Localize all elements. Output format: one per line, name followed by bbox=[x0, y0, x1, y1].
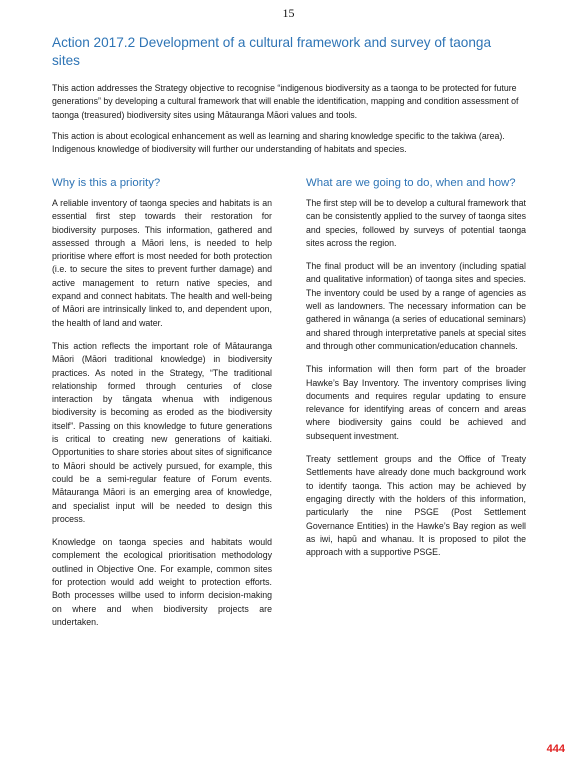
body-paragraph: The final product will be an inventory (including spatial and qualitative information) of taonga sites and species. The inventory could be used by a range of agencies as well as landowners. The necessary information can be gathered in wānanga (a series of educational seminars) and shared through interpretative panels at special sites and through other communication/education channels. bbox=[306, 261, 526, 351]
left-column bbox=[52, 176, 272, 639]
section-heading-why: Why is this a priority? bbox=[52, 177, 161, 189]
section-heading-what: What are we going to do, when and how? bbox=[306, 177, 516, 189]
right-column bbox=[306, 176, 526, 569]
body-paragraph: Knowledge on taonga species and habitats would complement the ecological prioritisation methodology outlined in Objective One. For example, common sites for protection would add weight to protection efforts. Both processes willbe used to inform decision-making on where and when biodiversity projects are undertaken. bbox=[52, 537, 272, 627]
intro-paragraph: This action addresses the Strategy objective to recognise “indigenous biodiversity as a taonga to be protected for future generations” by developing a cultural framework that will enable the identification, mapping and condition assessment of taonga (treasured) biodiversity sites using Mātauranga Māori values and tools. bbox=[52, 83, 519, 120]
page-title: Action 2017.2 Development of a cultural framework and survey of taonga sites bbox=[52, 35, 492, 68]
body-paragraph: A reliable inventory of taonga species and habitats is an essential first step towards their restoration for biodiversity purposes. This information, gathered and assessed through a Māori lens, is needed to help prioritise where effort is most needed for both protection (i.e. to secure the sites to prevent further damage) and active management to return native species, and expand and connect habitats. The health and well-being of Māori are intrinsically linked to, and dependent upon, the health of land and water. bbox=[52, 198, 272, 328]
document-page-stamp: 444 bbox=[546, 743, 565, 755]
body-paragraph: The first step will be to develop a cultural framework that can be consistently applied to the survey of taonga sites and species, followed by surveys of potential taonga sites across the region. bbox=[306, 198, 526, 248]
body-paragraph: Treaty settlement groups and the Office of Treaty Settlements have already done much background work to identify taonga. This action may be achieved by engaging directly with the holders of this information, particularly the nine PSGE (Post Settlement Governance Entities) in the Hawke’s Bay region as well as iwi, hapū and whanau. It is proposed to pilot the approach with a supportive PSGE. bbox=[306, 454, 526, 558]
body-paragraph: This action reflects the important role of Mātauranga Māori (Māori traditional knowledge) in biodiversity practices. As noted in the Strategy, “The traditional relationship formed through centuries of close interaction by tāngata whenua with indigenous biodiversity is becoming as eroded as the biodiversity itself”. Passing on this knowledge to future generations is critical to creating new generations of kaitiaki. Opportunities to share stories about sites of significance to Māori should be actively pursued, for example, this could be a semi-regular feature of Forum events. Mātauranga Māori is an emerging area of knowledge, and specialist input will be needed to design this process. bbox=[52, 340, 272, 524]
body-paragraph: This information will then form part of the broader Hawke’s Bay Inventory. The inventory comprises living documents and requires regular updating to ensure relevance for identifying areas of concern and areas where biodiversity gains could be achieved and subsequent investment. bbox=[306, 364, 526, 441]
page-number: 15 bbox=[282, 6, 295, 20]
intro-paragraph: This action is about ecological enhancement as well as learning and sharing knowledge specific to the takiwa (area). Indigenous knowledge of biodiversity will further our understanding of habitats and species. bbox=[52, 131, 505, 155]
